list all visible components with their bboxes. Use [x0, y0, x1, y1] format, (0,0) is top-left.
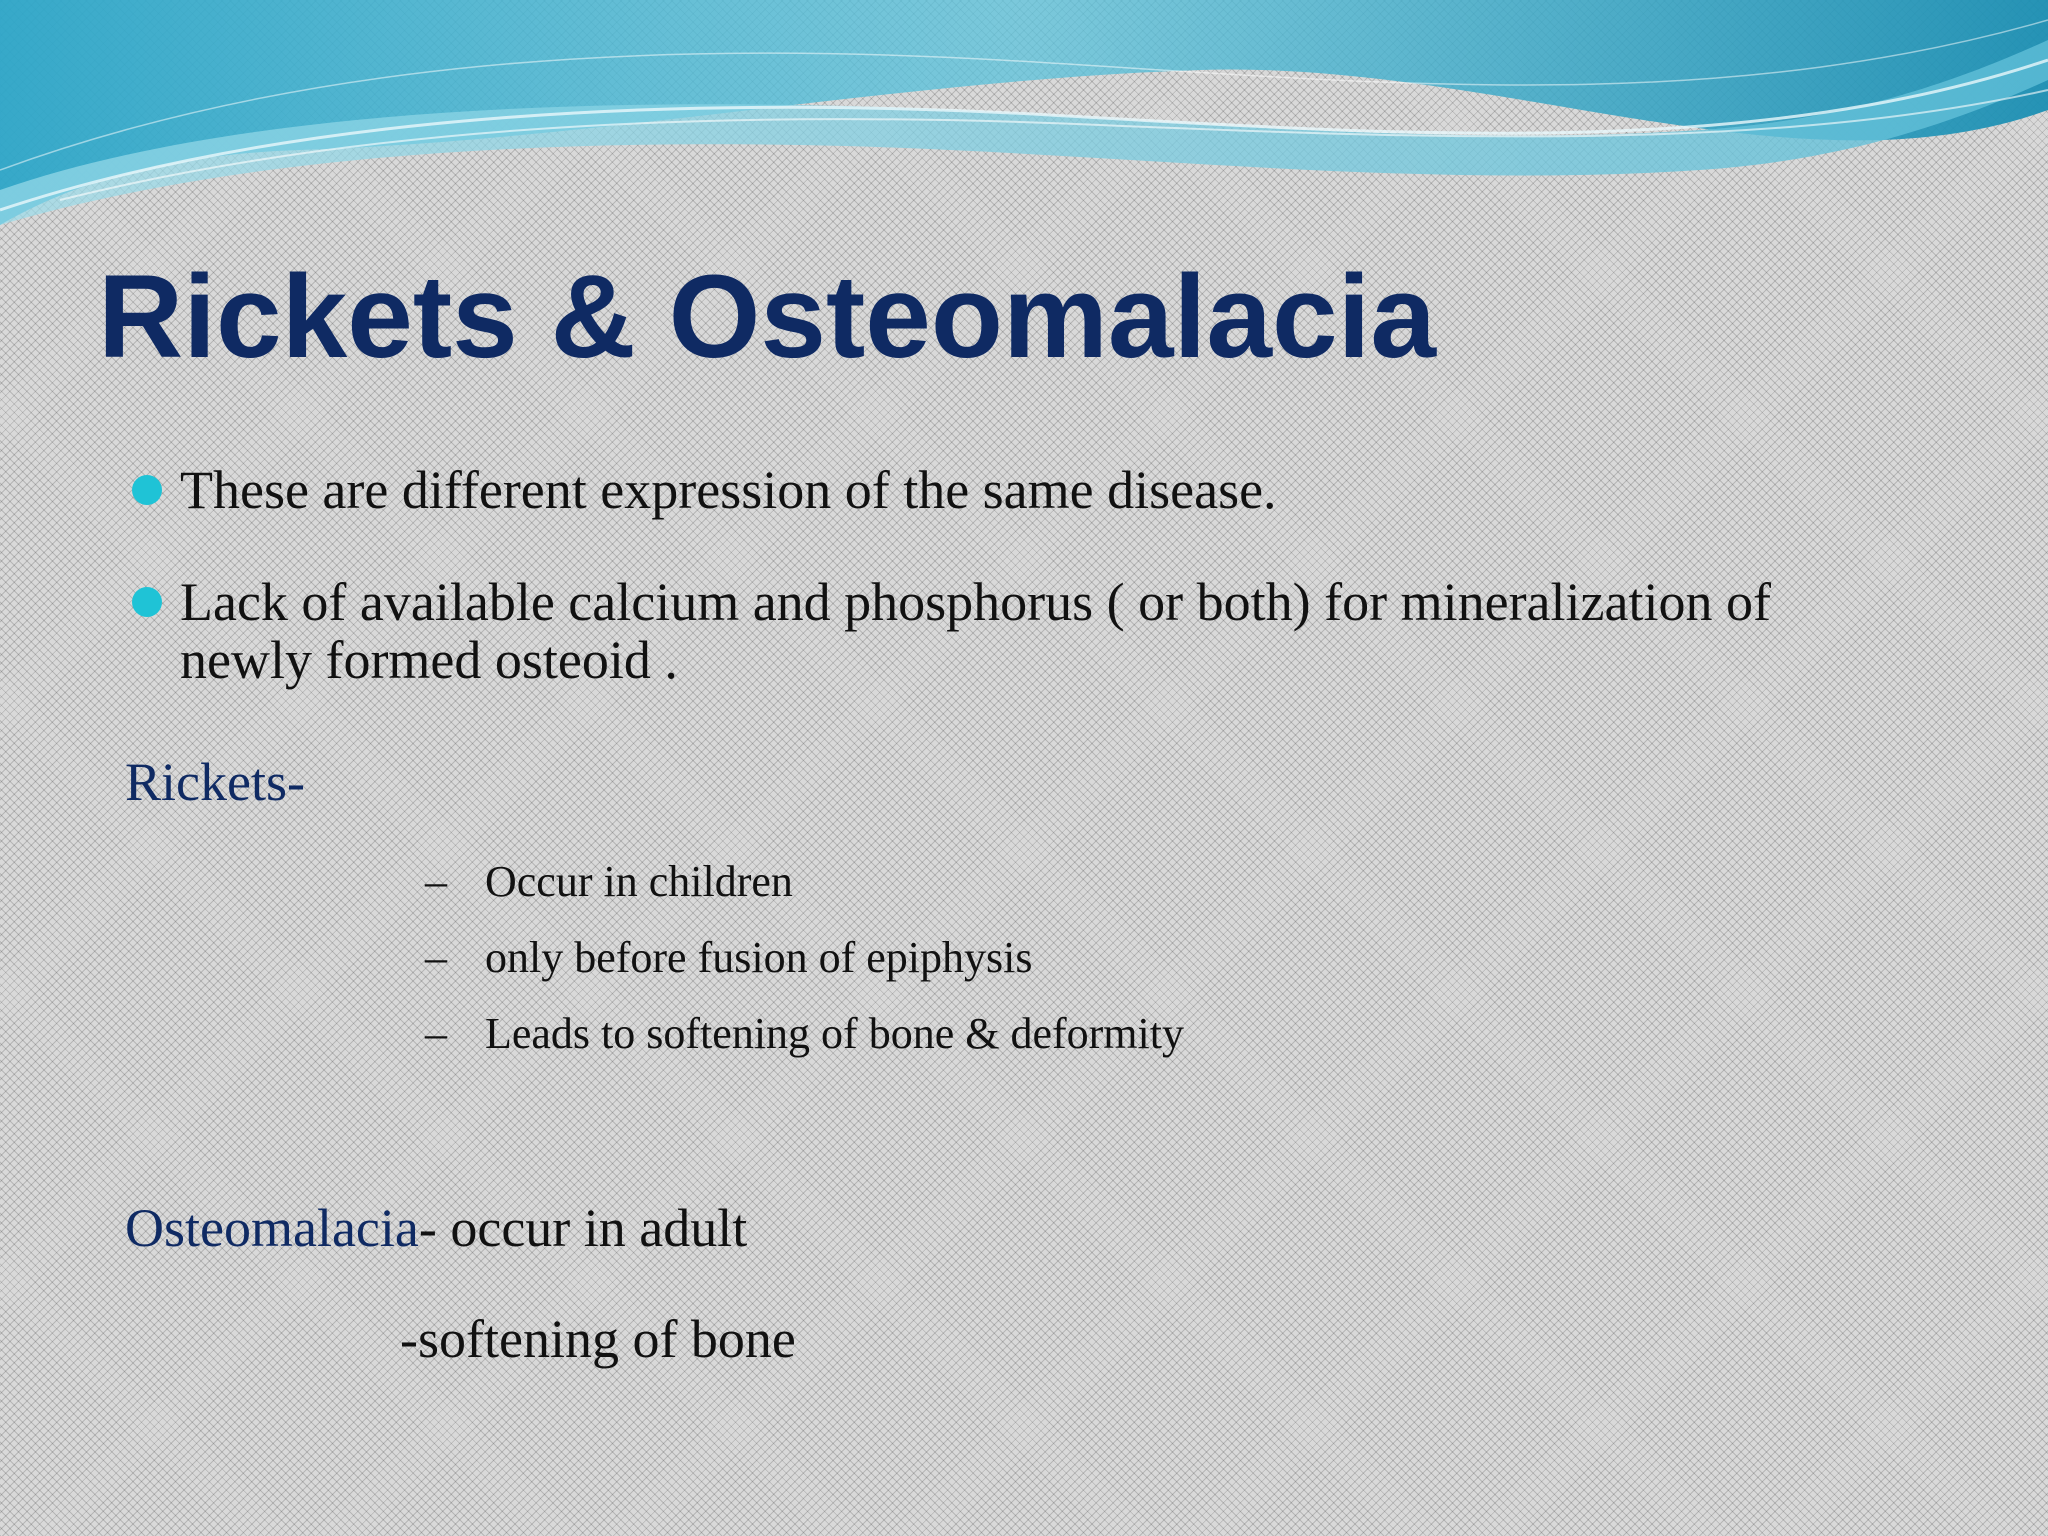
bullet-point: [180, 461, 1277, 519]
rickets-label: Rickets-: [125, 752, 305, 812]
decorative-wave-header: [0, 0, 2048, 240]
dash-icon: –: [425, 857, 447, 906]
bullet-dot-icon: [132, 475, 162, 505]
osteomalacia-line: [125, 1198, 747, 1258]
dash-icon: –: [425, 933, 447, 982]
osteomalacia-second-line: -softening of bone: [400, 1309, 796, 1369]
list-item-text: Leads to softening of bone & deformity: [485, 1009, 1184, 1058]
list-item-text: Occur in children: [485, 857, 793, 906]
osteomalacia-description: - occur in adult: [418, 1198, 748, 1258]
osteomalacia-label: Osteomalacia: [125, 1198, 419, 1258]
slide-title: Rickets & Osteomalacia: [98, 251, 1436, 383]
list-item-text: only before fusion of epiphysis: [485, 933, 1033, 982]
dash-icon: –: [425, 1009, 447, 1058]
bullet-point: [180, 573, 1820, 689]
bullet-dot-icon: [132, 587, 162, 617]
bullet-text: These are different expression of the same disease.: [180, 460, 1277, 520]
bullet-text: Lack of available calcium and phosphorus ( or both) for mineralization of newly formed osteoid .: [180, 572, 1771, 690]
